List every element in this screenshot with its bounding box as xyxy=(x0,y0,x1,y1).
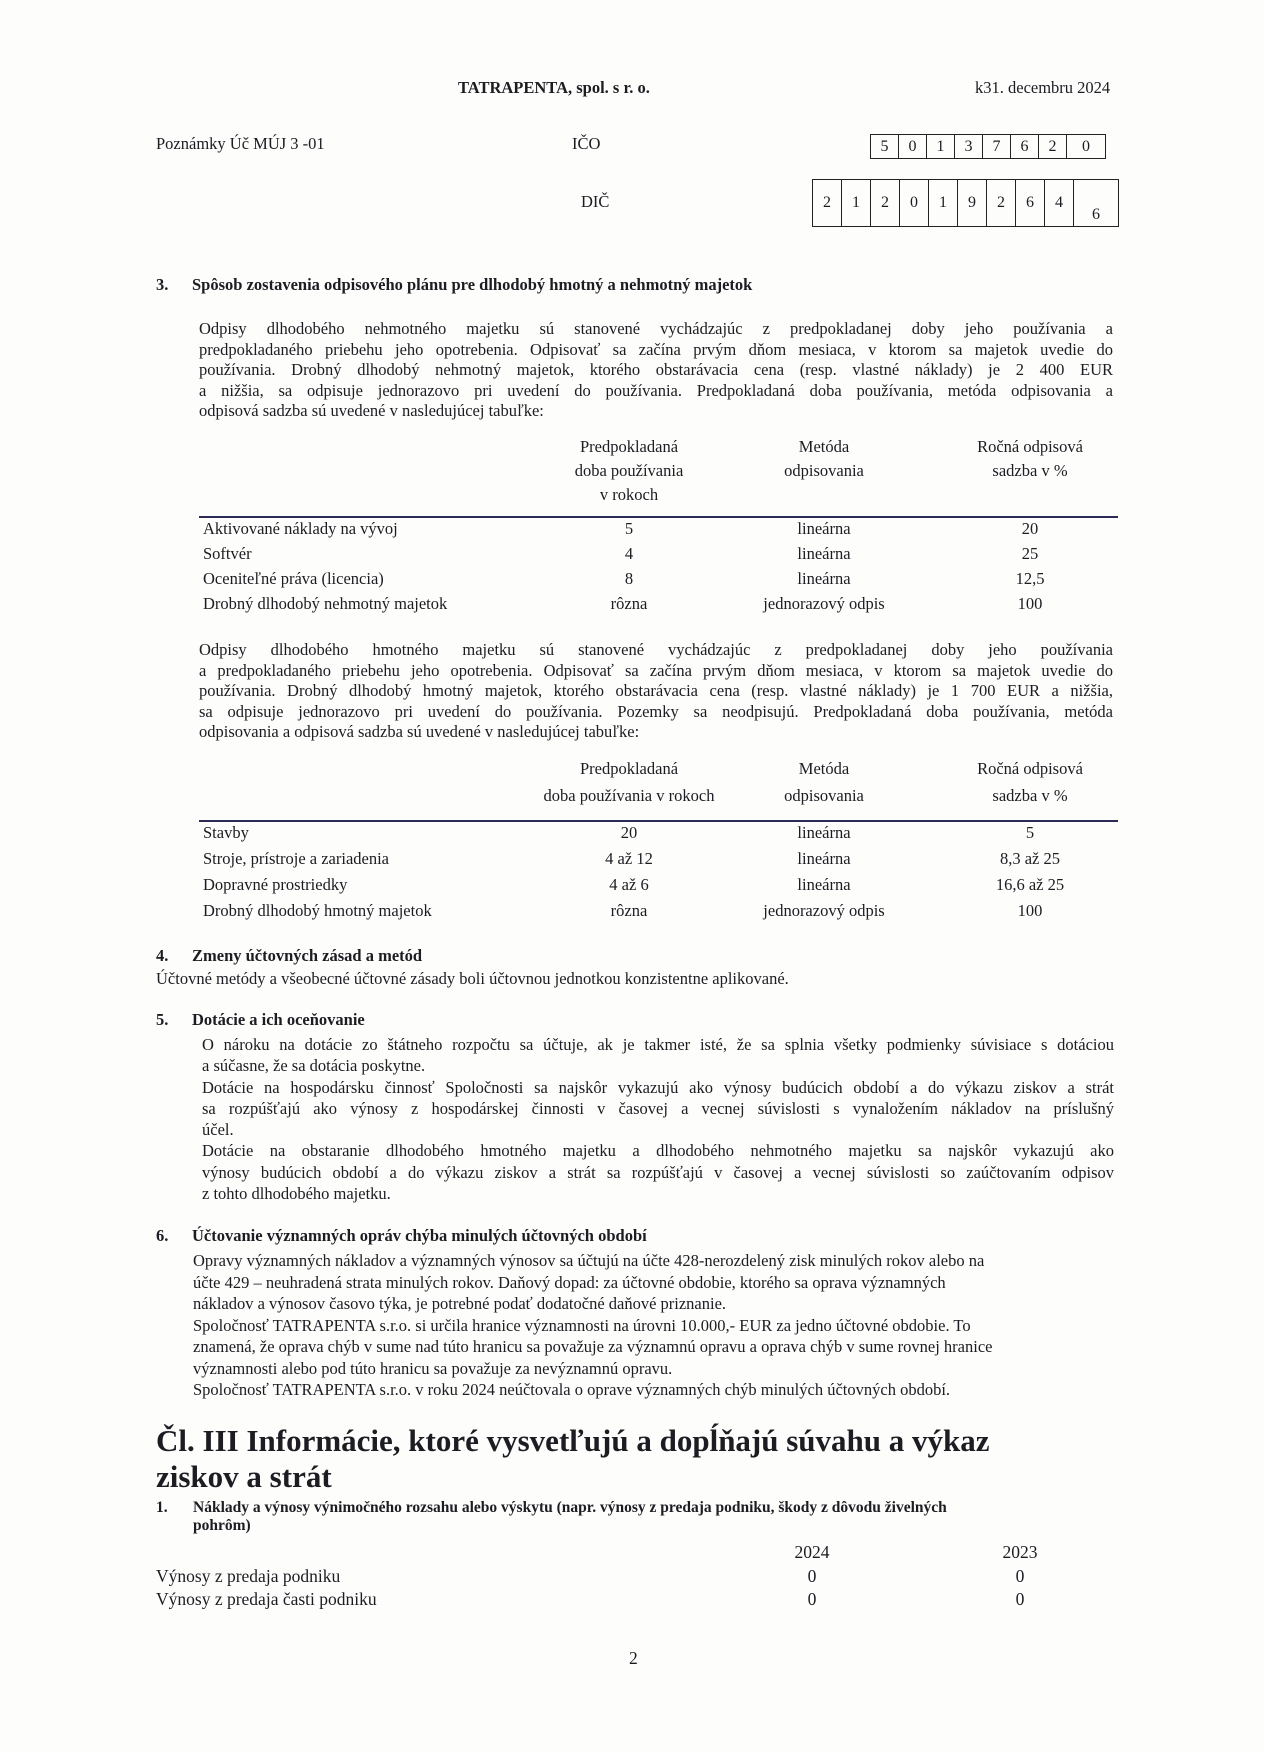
paragraph-line: používania. Drobný dlhodobý hmotný majetok, ktorého obstarávacia cena (resp. vlastné náklady) je 1 700 EUR a nižšia, xyxy=(199,681,1113,700)
ico-digit: 6 xyxy=(1010,135,1038,158)
annual-rate: 100 xyxy=(1017,901,1043,920)
annual-rate: 25 xyxy=(1021,544,1039,563)
annual-rate: 16,6 až 25 xyxy=(995,875,1065,894)
section-5-title: Dotácie a ich oceňovanie xyxy=(192,1010,365,1029)
ico-boxes xyxy=(870,134,1106,159)
ico-digit: 7 xyxy=(982,135,1010,158)
paragraph-line: účel. xyxy=(202,1120,234,1140)
section-5-number: 5. xyxy=(156,1010,169,1029)
dic-digit: 0 xyxy=(899,180,928,226)
paragraph-line: a nižšia, sa odpisuje jednorazovo pri uvedení do používania. Predpokladaná doba používania, metóda odpisovania a xyxy=(199,380,1113,400)
column-header: Predpokladaná xyxy=(579,759,679,778)
row-label: Výnosy z predaja podniku xyxy=(156,1566,341,1586)
dic-boxes xyxy=(812,179,1119,227)
year-2024-header: 2024 xyxy=(794,1542,830,1562)
section-3-paragraph-2 xyxy=(199,640,1113,743)
paragraph-line: a predpokladaného priebehu jeho opotrebenia. Odpisovať sa začína prvým dňom mesiaca, v ktorom sa majetok uvedie do xyxy=(199,660,1113,680)
section-6-number: 6. xyxy=(156,1226,169,1245)
depreciation-method: jednorazový odpis xyxy=(763,594,885,613)
paragraph-line: účte 429 – neuhradená strata minulých rokov. Daňový dopad: za účtovné obdobie, ktorého sa oprava významných xyxy=(193,1272,946,1292)
section-4-text: Účtovné metódy a všeobecné účtovné zásady boli účtovnou jednotkou konzistentne aplikované. xyxy=(156,969,789,988)
table-row xyxy=(199,568,1118,590)
table-row xyxy=(199,848,1118,870)
section-6-text xyxy=(193,1250,1103,1401)
chapter-3-title-line-1: Čl. III Informácie, ktoré vysvetľujú a dopĺňajú súvahu a výkaz xyxy=(156,1423,990,1458)
asset-category: Drobný dlhodobý nehmotný majetok xyxy=(203,594,448,613)
ico-digit: 0 xyxy=(1066,135,1105,158)
paragraph-line: Spoločnosť TATRAPENTA s.r.o. si určila hranice významnosti na úrovni 10.000,- EUR za jedno účtovné obdobie. To xyxy=(193,1315,971,1335)
paragraph-line: Dotácie na hospodársku činnosť Spoločnosti sa najskôr vykazujú ako výnosy budúcich období a do výkazu ziskov a strát xyxy=(202,1077,1114,1097)
column-header: Predpokladaná xyxy=(579,437,679,456)
annual-rate: 8,3 až 25 xyxy=(999,849,1061,868)
row-label: Výnosy z predaja časti podniku xyxy=(156,1589,377,1609)
depreciation-method: lineárna xyxy=(797,569,851,588)
item-1-title-line-2: pohrôm) xyxy=(193,1517,251,1534)
table-row xyxy=(199,900,1118,922)
paragraph-line: znamená, že oprava chýb v sume nad túto hranicu sa považuje za významnú opravu a oprava chýb v sume rovnej hranice xyxy=(193,1337,993,1356)
paragraph-line: Dotácie na obstaranie dlhodobého hmotného majetku a dlhodobého nehmotného majetku sa najskôr vykazujú ako xyxy=(202,1141,1114,1161)
table-row xyxy=(199,874,1118,896)
page-number: 2 xyxy=(629,1648,638,1668)
depreciation-method: jednorazový odpis xyxy=(763,901,885,920)
depreciation-method: lineárna xyxy=(797,875,851,894)
annual-rate: 20 xyxy=(1021,519,1039,538)
section-3-number: 3. xyxy=(156,275,169,294)
report-date: k31. decembru 2024 xyxy=(975,78,1111,97)
asset-category: Dopravné prostriedky xyxy=(203,875,348,894)
item-1-number: 1. xyxy=(156,1499,168,1516)
paragraph-line: Opravy významných nákladov a významných výnosov sa účtujú na účte 428-nerozdelený zisk minulých rokov alebo na xyxy=(193,1251,985,1270)
asset-category: Drobný dlhodobý hmotný majetok xyxy=(203,901,432,920)
asset-category: Stavby xyxy=(203,823,249,842)
depreciation-method: lineárna xyxy=(797,519,851,538)
column-header: doba používania xyxy=(574,461,684,480)
row-value-2023: 0 xyxy=(1015,1589,1025,1609)
paragraph-line: odpisovania a odpisová sadzba sú uvedené v nasledujúcej tabuľke: xyxy=(199,722,640,741)
item-1-title-line-1: Náklady a výnosy výnimočného rozsahu alebo výskytu (napr. výnosy z predaja podniku, škody z dôvodu živelných xyxy=(193,1499,947,1516)
dic-digit: 6 xyxy=(1015,180,1044,226)
annual-rate: 12,5 xyxy=(1015,569,1045,588)
ico-digit: 3 xyxy=(954,135,982,158)
section-3-title: Spôsob zostavenia odpisového plánu pre dlhodobý hmotný a nehmotný majetok xyxy=(192,275,753,294)
row-value-2024: 0 xyxy=(807,1566,817,1586)
row-value-2023: 0 xyxy=(1015,1566,1025,1586)
table-row xyxy=(199,543,1118,565)
section-3-paragraph-1 xyxy=(199,319,1113,422)
paragraph-line: používania. Drobný dlhodobý nehmotný majetok, ktorého obstarávacia cena (resp. vlastné náklady) je 2 400 EUR xyxy=(199,360,1113,379)
paragraph-line: Odpisy dlhodobého nehmotného majetku sú stanovené vychádzajúc z predpokladanej doby jeho používania a xyxy=(199,319,1113,338)
asset-category: Softvér xyxy=(203,544,252,563)
column-header: v rokoch xyxy=(599,485,659,504)
column-header: sadzba v % xyxy=(992,786,1068,805)
column-header: odpisovania xyxy=(784,786,864,805)
column-header: Metóda xyxy=(798,437,850,456)
useful-life: 8 xyxy=(624,569,634,588)
useful-life: 20 xyxy=(620,823,638,842)
form-label: Poznámky Úč MÚJ 3 -01 xyxy=(156,134,325,153)
paragraph-line: nákladov a výnosov časovo týka, je potrebné podať dodatočné daňové priznanie. xyxy=(193,1294,727,1313)
paragraph-line: významnosti alebo pod túto hranicu sa považuje za nevýznamnú opravu. xyxy=(193,1358,673,1378)
useful-life: 4 xyxy=(624,544,634,563)
table-row xyxy=(199,593,1118,615)
dic-digit: 9 xyxy=(957,180,986,226)
asset-category: Oceniteľné práva (licencia) xyxy=(203,569,384,588)
dic-digit: 1 xyxy=(928,180,957,226)
paragraph-line: Odpisy dlhodobého hmotného majetku sú stanovené vychádzajúc z predpokladanej doby jeho používania xyxy=(199,640,1113,659)
paragraph-line: O nároku na dotácie zo štátneho rozpočtu sa účtuje, ak je takmer isté, že sa splnia všetky podmienky súvisiace s dotáciou xyxy=(202,1035,1114,1054)
section-5-text xyxy=(202,1034,1114,1204)
paragraph-line: Spoločnosť TATRAPENTA s.r.o. v roku 2024 neúčtovala o oprave významných chýb minulých účtovných období. xyxy=(193,1380,951,1399)
column-header: sadzba v % xyxy=(992,461,1068,480)
paragraph-line: výnosy budúcich období a do výkazu ziskov a strát sa rozpúšťajú v časovej a vecnej súvislosti so zaúčtovaním odpisov xyxy=(202,1162,1114,1182)
ico-label: IČO xyxy=(572,134,601,153)
section-4-number: 4. xyxy=(156,946,169,965)
ico-digit: 2 xyxy=(1038,135,1066,158)
dic-digit: 1 xyxy=(841,180,870,226)
column-header: Ročná odpisová xyxy=(977,437,1083,456)
company-name: TATRAPENTA, spol. s r. o. xyxy=(458,78,650,97)
table-row xyxy=(199,822,1118,844)
paragraph-line: sa rozpúšťajú ako výnosy z hospodárskej činnosti v časovej a vecnej súvislosti s vynaložením nákladov na príslušný xyxy=(202,1098,1114,1118)
column-header: Ročná odpisová xyxy=(977,759,1083,778)
useful-life: 4 až 12 xyxy=(605,849,653,868)
table-row xyxy=(199,518,1118,540)
chapter-3-title-line-2: ziskov a strát xyxy=(156,1459,332,1494)
annual-rate: 5 xyxy=(1025,823,1035,842)
section-6-title: Účtovanie významných opráv chýba minulých účtovných období xyxy=(192,1226,647,1245)
dic-digit: 2 xyxy=(986,180,1015,226)
paragraph-line: a súčasne, že sa dotácia poskytne. xyxy=(202,1056,426,1076)
ico-digit: 1 xyxy=(926,135,954,158)
dic-label: DIČ xyxy=(581,192,610,211)
useful-life: rôzna xyxy=(610,901,648,920)
section-4-title: Zmeny účtovných zásad a metód xyxy=(192,946,423,965)
asset-category: Stroje, prístroje a zariadenia xyxy=(203,849,390,868)
depreciation-method: lineárna xyxy=(797,823,851,842)
ico-digit: 5 xyxy=(880,137,889,155)
annual-rate: 100 xyxy=(1017,594,1043,613)
column-header: Metóda xyxy=(798,759,850,778)
column-header: odpisovania xyxy=(784,461,864,480)
column-header: doba používania v rokoch xyxy=(543,786,715,805)
useful-life: 5 xyxy=(624,519,634,538)
ico-digit: 0 xyxy=(898,135,926,158)
useful-life: rôzna xyxy=(610,594,648,613)
dic-digit: 2 xyxy=(823,194,831,211)
year-2023-header: 2023 xyxy=(1002,1542,1038,1562)
paragraph-line: odpisová sadzba sú uvedené v nasledujúcej tabuľke: xyxy=(199,401,544,420)
dic-digit: 2 xyxy=(870,180,899,226)
paragraph-line: predpokladaného priebehu jeho opotrebenia. Odpisovať sa začína prvým dňom mesiaca, v ktorom sa majetok uvedie do xyxy=(199,339,1113,359)
paragraph-line: z tohto dlhodobého majetku. xyxy=(202,1184,391,1204)
useful-life: 4 až 6 xyxy=(609,875,649,894)
row-value-2024: 0 xyxy=(807,1589,817,1609)
depreciation-method: lineárna xyxy=(797,849,851,868)
paragraph-line: sa odpisuje jednorazovo pri uvedení do používania. Pozemky sa neodpisujú. Predpokladaná doba používania, metóda xyxy=(199,701,1113,721)
depreciation-method: lineárna xyxy=(797,544,851,563)
dic-digit: 4 xyxy=(1044,180,1073,226)
dic-digit: 6 xyxy=(1073,180,1118,226)
asset-category: Aktivované náklady na vývoj xyxy=(203,519,398,538)
